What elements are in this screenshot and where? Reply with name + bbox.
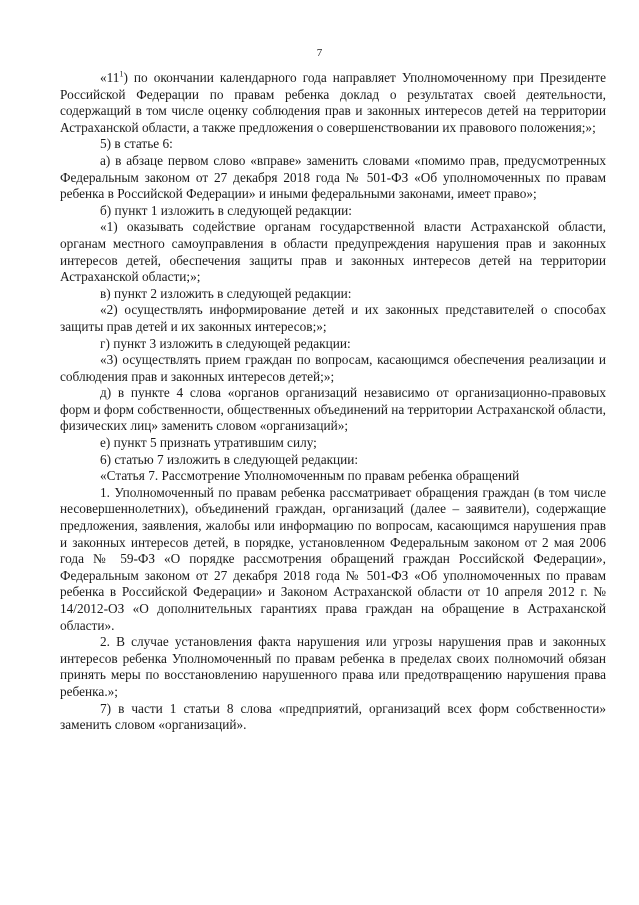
article-7-part-1: 1. Уполномоченный по правам ребенка рассматривает обращения граждан (в том числе несовершеннолетних), объединений граждан, организаций (далее – заявители), содержащие предложения, заявления, жалобы или информацию по вопросам, касающимся нарушения прав и законных интересов детей, в порядке, установленном Федеральным законом от 2 мая 2006 года № 59-ФЗ «О порядке рассмотрения обращений граждан Российской Федерации», Федеральным законом от 27 декабря 2018 года № 501-ФЗ «Об уполномоченных по правам ребенка в Российской Федерации» и Законом Астраханской области от 10 апреля 2012 г. № 14/2012-ОЗ «О дополнительных гарантиях права граждан на обращение в Астраханской области».	[60, 484, 606, 633]
paragraph-quote-3: «3) осуществлять прием граждан по вопросам, касающимся обеспечения реализации и соблюдения прав и законных интересов детей;»;	[60, 352, 606, 384]
paragraph-item-5v: в) пункт 2 изложить в следующей редакции:	[100, 285, 352, 301]
paragraph-text: ) по окончании календарного года направляет Уполномоченному при Президенте Российской Федерации по правам ребенка доклад о результатах своей деятельности, содержащий в том числе оценку соблюдения прав и законных интересов детей на территории Астраханской области, а также предложения о совершенствовании их правового положения;»;	[60, 70, 606, 135]
paragraph-quote-1: «1) оказывать содействие органам государственной власти Астраханской области, органам местного самоуправления в области предупреждения нарушения прав и законных интересов детей, обеспечения защиты прав и законных интересов детей на территории Астраханской области;»;	[60, 219, 606, 285]
paragraph-item-5a: а) в абзаце первом слово «вправе» заменить словами «помимо прав, предусмотренных Федеральным законом от 27 декабря 2018 года № 501-ФЗ «Об уполномоченных по правам ребенка в Российской Федерации» и иными федеральными законами, имеет право»;	[60, 152, 606, 202]
paragraph-item-5e: е) пункт 5 признать утратившим силу;	[100, 435, 317, 451]
paragraph-item-5: 5) в статье 6:	[100, 136, 173, 152]
paragraph-item-5d: д) в пункте 4 слова «органов организаций независимо от организационно-правовых форм и форм собственности, общественных объединений на территории Астраханской области, физических лиц» заменить словом «организаций»;	[60, 385, 606, 434]
paragraph-item-11-1	[60, 70, 606, 136]
superscript-index: 1	[119, 69, 124, 79]
page-number: 7	[316, 47, 323, 59]
paragraph-item-5g: г) пункт 3 изложить в следующей редакции:	[100, 335, 351, 351]
document-body	[60, 70, 606, 734]
paragraph-item-5b: б) пункт 1 изложить в следующей редакции:	[100, 202, 352, 218]
article-7-part-2: 2. В случае установления факта нарушения или угрозы нарушения прав и законных интересов ребенка Уполномоченный по правам ребенка в пределах своих полномочий обязан принять меры по восстановлению нарушенного права или предотвращению нарушения права ребенка.»;	[60, 634, 606, 699]
paragraph-prefix: «11	[100, 70, 120, 85]
paragraph-item-7: 7) в части 1 статьи 8 слова «предприятий, организаций всех форм собственности» заменить словом «организаций».	[60, 700, 606, 733]
paragraph-quote-2: «2) осуществлять информирование детей и их законных представителей о способах защиты прав детей и их законных интересов;»;	[60, 302, 606, 334]
paragraph-item-6: 6) статью 7 изложить в следующей редакции:	[100, 451, 359, 467]
article-7-title: «Статья 7. Рассмотрение Уполномоченным по правам ребенка обращений	[100, 468, 520, 484]
